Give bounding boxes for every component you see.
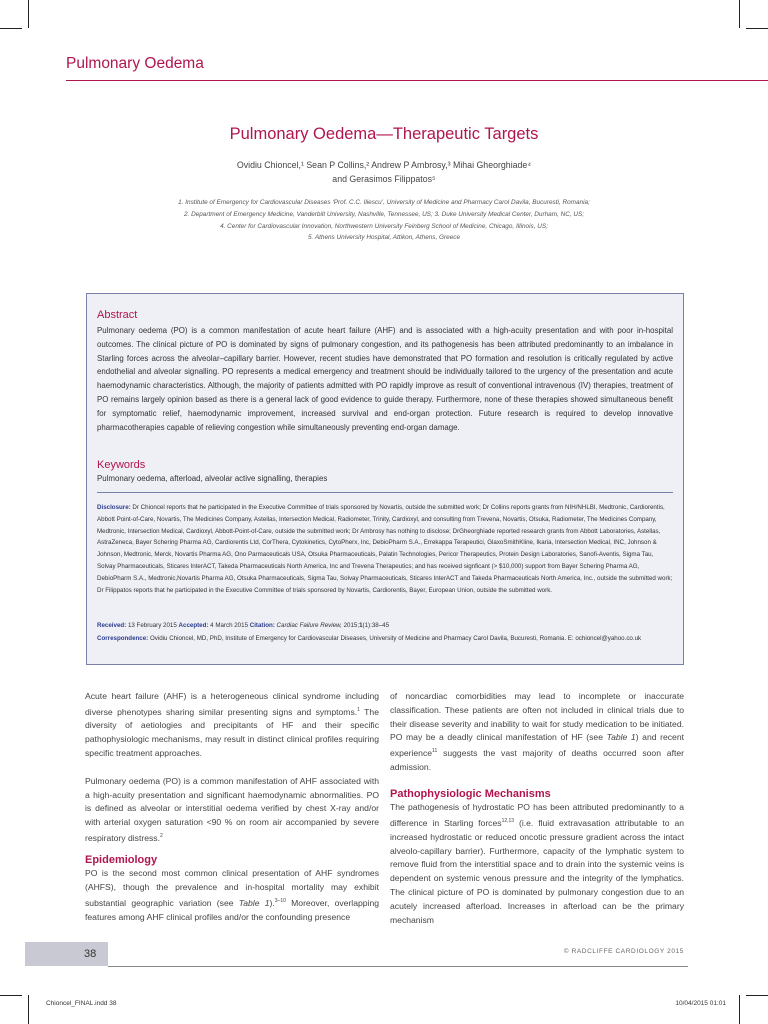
received-date: 13 February 2015 [126,622,179,629]
reference-mark: 12,13 [501,818,515,825]
reference-mark: 1 [357,706,360,713]
table-ref: Table 1 [606,732,636,743]
citation-pages: (1):38–45 [362,622,390,629]
crop-mark [739,995,740,1024]
body-paragraph: Pulmonary oedema (PO) is a common manifestation of AHF associated with a high-acuity presentation and significant haemodynamic abnormalities. PO is defined as alveolar or interstitial oedema verified by chest X-ray and/or with arterial oxygen saturation <90 % on room air accompanied by severe respiratory distress.$^2$ [85,775,379,843]
author-line: Ovidiu Chioncel,¹ Sean P Collins,² Andrew P Ambrosy,³ Mihai Gheorghiade⁴ [236,160,532,170]
section-heading-pathophysiology: Pathophysiologic Mechanisms [390,787,551,800]
accepted-label: Accepted: [178,622,209,629]
citation-label: Citation: [249,622,275,629]
body-column-right [390,690,684,941]
received-label: Received: [97,622,127,629]
article-title: Pulmonary Oedema—Therapeutic Targets [229,125,539,143]
box-divider [97,492,673,493]
running-head: Pulmonary Oedema [66,55,204,72]
affiliation-line: 4. Center for Cardiovascular Innovation, Northwestern University Feinberg School of Medicine, Chicago, Illinois, US; [220,222,548,230]
accepted-date: 4 March 2015 [208,622,250,629]
reference-mark: 3–10 [274,898,286,905]
header-rule [66,80,768,81]
author-list [100,158,668,186]
disclosure-text: Dr Chioncel reports that he participated in the Executive Committee of trials sponsored by Novartis, outside the submitted work; Dr Collins reports grants from NIH/NHLBI, Medtronic, Cardiorentis, Abbott Point-of-Care, Novartis, The Medicines Company, Astellas, Intersection Medical, Radiometer, Trinity, Cardioxyl, and consulting from Trevena, Novartis, Otsuka, Radiometer, The Medicines Company, Medtronic, Intersection Medical, Cardioxyl, Abbott-Point-of-Care, outside the submitted work; Dr Ambrosy has nothing to disclose; DrGheorghiade reported research grants from Abbott Laboratories, Astellas, AstraZeneca, Bayer Schering Pharma AG, Cardiorentis Ltd, CorThera, Cytokinetics, CytoPherx, Inc, DebioPharm S.A., Errekappa Terapeutici, GlaxoSmithKline, Ikaria, Intersection Medical, INC, Johnson & Johnson, Medtronic, Merck, Novartis Pharma AG, Ono Parmaceuticals USA, Otsuka Pharmaceuticals, Palatin Technologies, Pericor Therapeutics, Protein Design Laboratories, Sanofi-Aventis, Sigma Tau, Solvay Pharmaceuticals, Sticares InterACT, Takeda Pharmaceuticals North America, Inc and Trevena Therapeutics; and has received signficant (> $10,000) support from Bayer Schering Pharma AG, DebioPharm S.A., Medtronic,Novartis Pharma AG, Otsuka Pharmaceuticals, Sigma Tau, Solvay Pharmaceuticals, Sticares InterACT and Takeda Pharmaceuticals North America, Inc., outside the submitted work; Dr Filippatos reports that he participated in the Executive Committee of trials sponsored by Novartis, Cardiorentis, Bayer, European Union, outside the submitted work. [97,504,673,594]
crop-mark [0,28,22,29]
affiliation-line: 5. Athens University Hospital, Attikon, Athens, Greece [307,234,461,242]
crop-mark [0,995,22,996]
crop-mark [28,0,29,28]
copyright: © RADCLIFFE CARDIOLOGY 2015 [563,948,684,955]
citation-year: 2015; [341,622,360,629]
abstract-heading: Abstract [97,309,138,321]
section-heading-epidemiology: Epidemiology [85,853,158,866]
crop-mark [739,0,740,28]
affiliation-line: 1. Institute of Emergency for Cardiovascular Diseases ‘Prof. C.C. Iliescu’, University of Medicine and Pharmacy Carol Davila, Bucuresti, Romania; [178,199,590,206]
correspondence-text: Ovidiu Chioncel, MD, PhD, Institute of Emergency for Cardiovascular Diseases, University of Medicine and Pharmacy Carol Davila, Bucuresti, Romania. E: ochioncel@yahoo.co.uk [148,635,642,642]
affiliation-line: 2. Department of Emergency Medicine, Vanderbilt University, Nashville, Tennessee, US; 3. Duke University Medical Center, Durham, NC, US; [183,210,585,218]
citation-volume: 1 [359,622,363,629]
correspondence-label: Correspondence: [97,635,149,642]
table-ref: Table 1 [238,897,270,908]
affiliations [80,197,688,244]
crop-mark [746,995,768,996]
body-paragraph: of noncardiac comorbidities may lead to incomplete or inaccurate classification. These patients are often not included in clinical trials due to their disease severity and inability to wait for study medication to be initiated. PO may be a deadly clinical manifestation of HF (see Table 1) and recent experience$^{11}$ suggests the vast majority of deaths occurred soon after admission. [390,691,684,772]
abstract-box [86,293,684,665]
body-column-left [85,690,379,939]
correspondence [97,633,673,645]
keywords-text: Pulmonary oedema, afterload, alveolar active signalling, therapies [97,474,328,483]
received-line [97,620,673,632]
print-slug-file: Chioncel_FINAL.indd 38 [46,1000,117,1007]
body-paragraph: PO is the second most common clinical presentation of AHF syndromes (AHFS), though the prevalence and in-hospital mortality may exhibit substantial geographic variation (see Table 1).$^{3-10}$ Moreover, overlapping features among AHF clinical profiles and/or the confounding presence [85,868,380,922]
print-slug-date: 10/04/2015 01:01 [675,1000,726,1007]
footer-rule [108,966,688,967]
keywords-heading: Keywords [97,459,146,471]
reference-mark: 11 [432,748,438,755]
author-line: and Gerasimos Filippatos⁵ [332,174,436,184]
disclosure-label: Disclosure: [97,504,131,511]
disclosure [97,502,673,596]
body-paragraph: Acute heart failure (AHF) is a heterogeneous clinical syndrome including diverse phenotypes sharing similar presenting signs and symptoms.$^1$ The diversity of aetiologies and precipitants of HF and their specific pathophysiologic mechanisms, may result in distinct clinical profiles requiring specific treatment approaches. [85,691,379,759]
crop-mark [28,995,29,1024]
citation-journal: Cardiac Failure Review, [274,622,342,629]
page-number: 38 [84,948,97,960]
abstract-text: Pulmonary oedema (PO) is a common manifestation of acute heart failure (AHF) and is associated with a high-acuity presentation and with poor in-hospital outcomes. The clinical picture of PO is dominated by signs of pulmonary congestion, and its pathogenesis has been attributed predominantly to an imbalance in Starling forces across the alveolar–capillary barrier. However, recent studies have demonstrated that PO formation and resolution is critically regulated by active endothelial and alveolar signalling. PO represents a medical emergency and treatment should be individually tailored to the urgency of the presentation and acute haemodynamic characteristics. Although, the majority of patients admitted with PO rapidly improve as result of conventional intravenous (IV) therapies, treatment of PO remains largely opinion based as there is a general lack of good evidence to guide therapy. Furthermore, none of these therapies showed simultaneous benefit for symptomatic relief, haemodynamic improvement, increased survival and end-organ protection. Future research is required to develop innovative pharmacotherapies capable of relieving congestion while simultaneously preventing end-organ damage. [97,326,673,432]
reference-mark: 2 [159,833,163,840]
body-paragraph: The pathogenesis of hydrostatic PO has been attributed predominantly to a difference in Starling forces$^{12,13}$ (i.e. fluid extravasation attributable to an increased hydrostatic or reduced oncotic pressure gradient across the intact alveolo-capillary barrier). Furthermore, capacity of the lymphatic system to remove fluid from the interstitial space and to drain into the systemic veins is dependent on systemic venous pressure and the integrity of the lymphatics. The clinical picture of PO is dominated by pulmonary congestion due to an acutely increased afterload. Increases in afterload can be the primary mechanism [390,802,684,925]
crop-mark [746,28,768,29]
